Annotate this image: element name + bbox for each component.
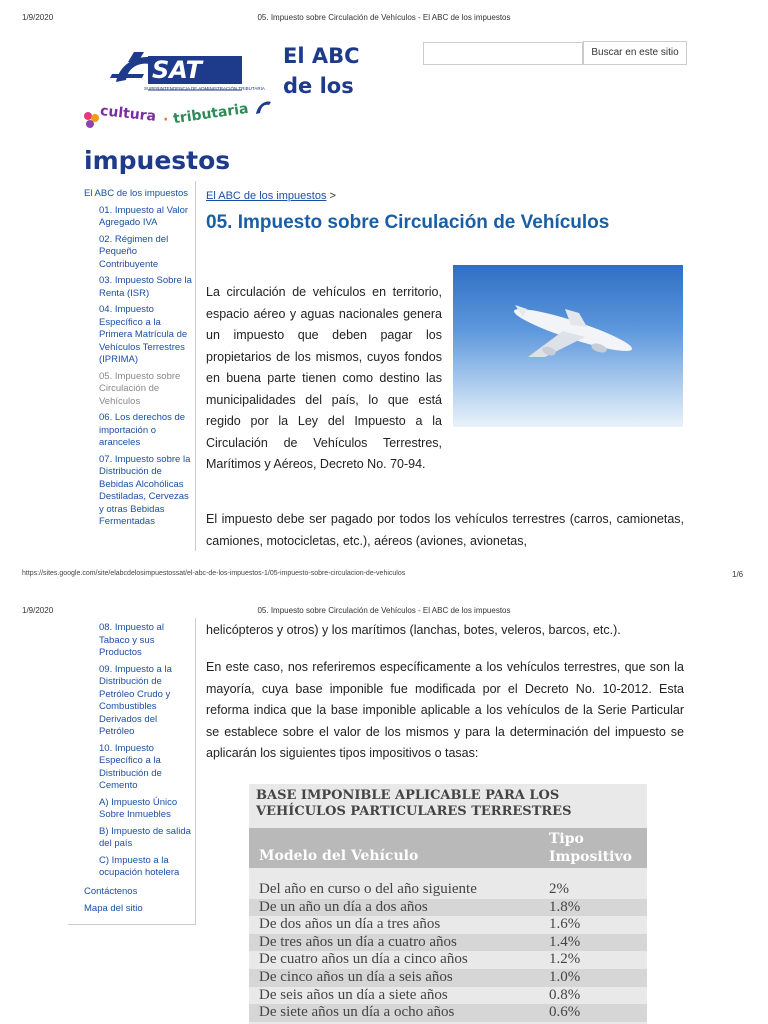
table-header-model: Modelo del Vehículo xyxy=(259,848,419,864)
sat-logo-text: SAT xyxy=(152,56,202,84)
table-cell-rate: 1.2% xyxy=(549,951,581,968)
site-title-line2: de los xyxy=(283,74,354,98)
table-cell-model: Del año en curso o del año siguiente xyxy=(259,881,477,897)
sidebar-nav-page2 xyxy=(84,622,192,920)
sidebar-divider-page2 xyxy=(195,618,196,924)
print-title: 05. Impuesto sobre Circulación de Vehículos - El ABC de los impuestos xyxy=(257,13,511,22)
tributaria-text: tributaria xyxy=(172,100,250,128)
cultura-text: cultura xyxy=(99,103,157,125)
nav-item-05-current: 05. Impuesto sobre Circulación de Vehículos xyxy=(99,370,181,407)
table-cell-rate: 0.6% xyxy=(549,1004,581,1021)
breadcrumb-link[interactable]: El ABC de los impuestos xyxy=(206,190,327,202)
search-button[interactable]: Buscar en este sitio xyxy=(583,41,687,65)
print-title-page2: 05. Impuesto sobre Circulación de Vehículos - El ABC de los impuestos xyxy=(257,606,511,615)
page-title: 05. Impuesto sobre Circulación de Vehículos xyxy=(206,212,610,233)
intro-paragraph: La circulación de vehículos en territorio, espacio aéreo y aguas nacionales genera un impuesto que deben pagar los propietarios de los mismos, cuyos fondos en buena parte tienen como destino las municipalidades del país, lo que está regido por la Ley del Impuesto a la Circulación de Vehículos Terrestres, Marítimos y Aéreos, Decreto No. 70-94. xyxy=(206,285,442,471)
search-input[interactable] xyxy=(423,42,583,65)
table-title-line2: VEHÍCULOS PARTICULARES TERRESTRES xyxy=(256,804,572,819)
table-row xyxy=(249,899,647,917)
tax-rate-table xyxy=(249,784,647,1024)
nav-item-root[interactable]: El ABC de los impuestos xyxy=(84,188,189,199)
nav-item-09[interactable]: 09. Impuesto a la Distribución de Petróleo Crudo y Combustibles Derivados del Petróleo xyxy=(99,663,172,737)
breadcrumb xyxy=(206,190,336,202)
nav-item-02[interactable]: 02. Régimen del Pequeño Contribuyente xyxy=(99,233,169,270)
table-row xyxy=(249,916,647,934)
table-row xyxy=(249,1004,647,1022)
table-cell-model: De seis años un día a siete años xyxy=(259,986,448,1003)
site-title-line3: impuestos xyxy=(84,146,231,175)
nav-item-10[interactable]: 10. Impuesto Específico a la Distribución de Cemento xyxy=(99,742,162,791)
table-header-rate-line1: Tipo xyxy=(549,831,584,847)
print-date-page2: 1/9/2020 xyxy=(22,606,54,615)
table-cell-rate: 1.8% xyxy=(549,898,581,915)
sidebar-divider xyxy=(195,181,196,551)
table-title-line1: BASE IMPONIBLE APLICABLE PARA LOS xyxy=(256,788,560,803)
cultura-tributaria-logo xyxy=(84,100,274,140)
sat-logo-subtitle: SUPERINTENDENCIA DE ADMINISTRACIÓN TRIBUTARIA xyxy=(144,86,265,91)
cultura-dot: · xyxy=(163,112,169,128)
sat-small-mark-icon xyxy=(254,100,272,116)
print-date: 1/9/2020 xyxy=(22,13,54,22)
table-cell-model: De cuatro años un día a cinco años xyxy=(259,951,468,968)
table-row xyxy=(249,951,647,969)
table-cell-model: De un año un día a dos años xyxy=(259,898,428,915)
hands-icon xyxy=(84,110,100,130)
table-cell-model: De tres años un día a cuatro años xyxy=(259,933,457,950)
breadcrumb-separator: > xyxy=(329,190,336,202)
paragraph-2-end: helicópteros y otros) y los marítimos (lanchas, botes, veleros, barcos, etc.). xyxy=(206,623,621,637)
paragraph-3: En este caso, nos referiremos específicamente a los vehículos terrestres, que son la mayoría, cuya base imponible fue modificada por el Decreto No. 10-2012. Esta reforma indica que la base imponible aplicable a los vehículos de la Serie Particular se establece sobre el valor de los mismos y para la determinación del impuesto se aplicarán los siguientes tipos impositivos o tasas: xyxy=(206,660,684,760)
table-row xyxy=(249,881,647,899)
nav-item-contact[interactable]: Contáctenos xyxy=(84,885,138,897)
table-cell-model: De cinco años un día a seis años xyxy=(259,968,453,985)
airplane-image xyxy=(453,265,683,427)
table-cell-rate: 1.6% xyxy=(549,916,581,933)
table-cell-model: De dos años un día a tres años xyxy=(259,916,441,933)
table-cell-rate: 0.8% xyxy=(549,986,581,1003)
table-header xyxy=(249,828,647,868)
table-cell-model: De siete años un día a ocho años xyxy=(259,1004,455,1021)
nav-item-08[interactable]: 08. Impuesto al Tabaco y sus Productos xyxy=(99,622,164,658)
nav-item-03[interactable]: 03. Impuesto Sobre la Renta (ISR) xyxy=(99,275,192,299)
sidebar-bottom-divider xyxy=(68,924,196,925)
table-cell-rate: 2% xyxy=(549,881,569,897)
table-row xyxy=(249,934,647,952)
nav-item-07[interactable]: 07. Impuesto sobre la Distribución de Bebidas Alcohólicas Destiladas, Cervezas y otras Bebidas Fermentadas xyxy=(99,453,191,527)
nav-item-a[interactable]: A) Impuesto Único Sobre Inmuebles xyxy=(99,796,178,820)
print-url: https://sites.google.com/site/elabcdelosimpuestossat/el-abc-de-los-impuestos-1/05-impuesto-sobre-circulacion-de-vehiculos xyxy=(22,570,406,577)
table-body xyxy=(249,881,647,1022)
nav-item-c[interactable]: C) Impuesto a la ocupación hotelera xyxy=(99,854,180,878)
print-page-number: 1/6 xyxy=(732,570,744,579)
nav-item-sitemap[interactable]: Mapa del sitio xyxy=(84,903,143,914)
nav-item-04[interactable]: 04. Impuesto Específico a la Primera Matrícula de Vehículos Terrestres (IPRIMA) xyxy=(99,304,188,365)
table-cell-rate: 1.4% xyxy=(549,933,581,950)
table-row xyxy=(249,987,647,1005)
paragraph-2-start: El impuesto debe ser pagado por todos los vehículos terrestres (carros, camionetas, camiones, motocicletas, etc.), aéreos (aviones, avionetas, xyxy=(206,512,684,548)
sidebar-nav xyxy=(84,188,192,533)
sat-logo[interactable] xyxy=(110,52,265,96)
table-row xyxy=(249,969,647,987)
nav-item-01[interactable]: 01. Impuesto al Valor Agregado IVA xyxy=(99,204,189,228)
site-title-line1: El ABC xyxy=(283,44,360,68)
table-header-rate-line2: Impositivo xyxy=(549,849,632,865)
nav-item-06[interactable]: 06. Los derechos de importación o aranceles xyxy=(99,412,186,448)
airplane-icon xyxy=(453,265,683,427)
table-cell-rate: 1.0% xyxy=(549,968,581,985)
nav-item-b[interactable]: B) Impuesto de salida del país xyxy=(99,825,191,849)
